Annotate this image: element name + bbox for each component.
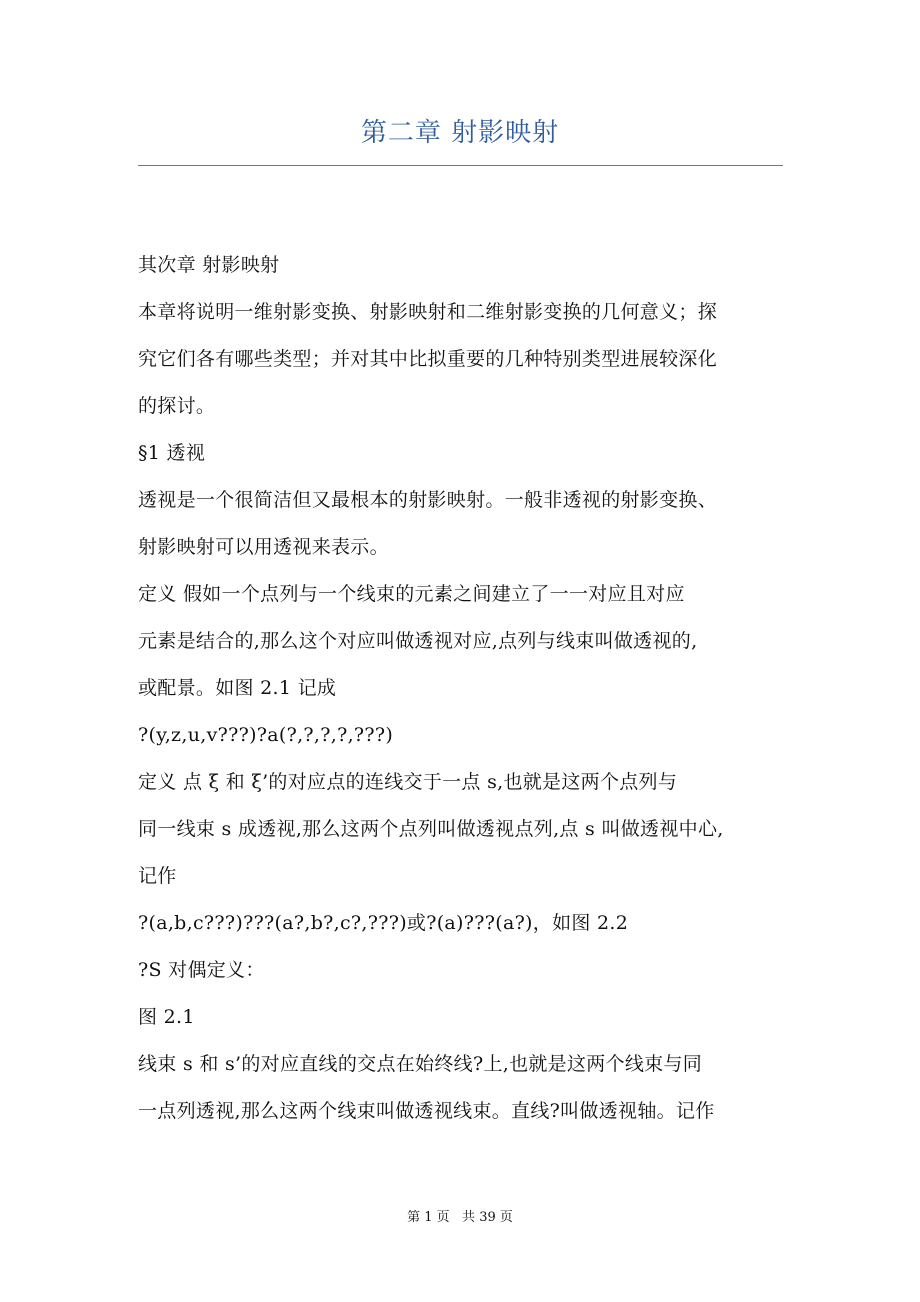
text-line: 记作 xyxy=(138,865,177,887)
body-text xyxy=(138,242,788,1135)
text-line: 元素是结合的,那么这个对应叫做透视对应,点列与线束叫做透视的, xyxy=(138,630,698,652)
page-number: 第 1 页 共 39 页 xyxy=(407,1210,513,1225)
figure-caption: 图 2.1 xyxy=(138,1006,195,1028)
text-line: 定义 假如一个点列与一个线束的元素之间建立了一一对应且对应 xyxy=(138,583,685,605)
formula-line: ?(a,b,c???)???(a?,b?,c?,???)或?(a)???(a?)，如图 2.2 xyxy=(138,912,629,934)
text-line: ?S 对偶定义： xyxy=(138,959,265,981)
text-line: 的探讨。 xyxy=(138,395,216,417)
text-line: 透视是一个很简洁但又最根本的射影映射。一般非透视的射影变换、 xyxy=(138,489,718,511)
title-underline xyxy=(138,165,783,166)
section-heading: §1 透视 xyxy=(138,442,206,464)
text-line: 线束 s 和 s’的对应直线的交点在始终线?上,也就是这两个线束与同 xyxy=(138,1053,703,1075)
text-line: 其次章 射影映射 xyxy=(138,254,280,276)
page-footer xyxy=(0,1206,920,1225)
text-line: 射影映射可以用透视来表示。 xyxy=(138,536,389,558)
text-line: 本章将说明一维射影变换、射影映射和二维射影变换的几何意义；探 xyxy=(138,301,718,323)
text-line: 究它们各有哪些类型；并对其中比拟重要的几种特别类型进展较深化 xyxy=(138,348,718,370)
formula-line: ?(y,z,u,v???)?a(?,?,?,?,???) xyxy=(138,724,394,746)
text-line: 或配景。如图 2.1 记成 xyxy=(138,677,337,699)
text-line: 一点列透视,那么这两个线束叫做透视线束。直线?叫做透视轴。记作 xyxy=(138,1100,715,1122)
text-line: 同一线束 s 成透视,那么这两个点列叫做透视点列,点 s 叫做透视中心, xyxy=(138,818,724,840)
chapter-title: 第二章 射影映射 xyxy=(360,118,560,148)
text-line: 定义 点 ξ 和 ξ’的对应点的连线交于一点 s,也就是这两个点列与 xyxy=(138,771,678,793)
